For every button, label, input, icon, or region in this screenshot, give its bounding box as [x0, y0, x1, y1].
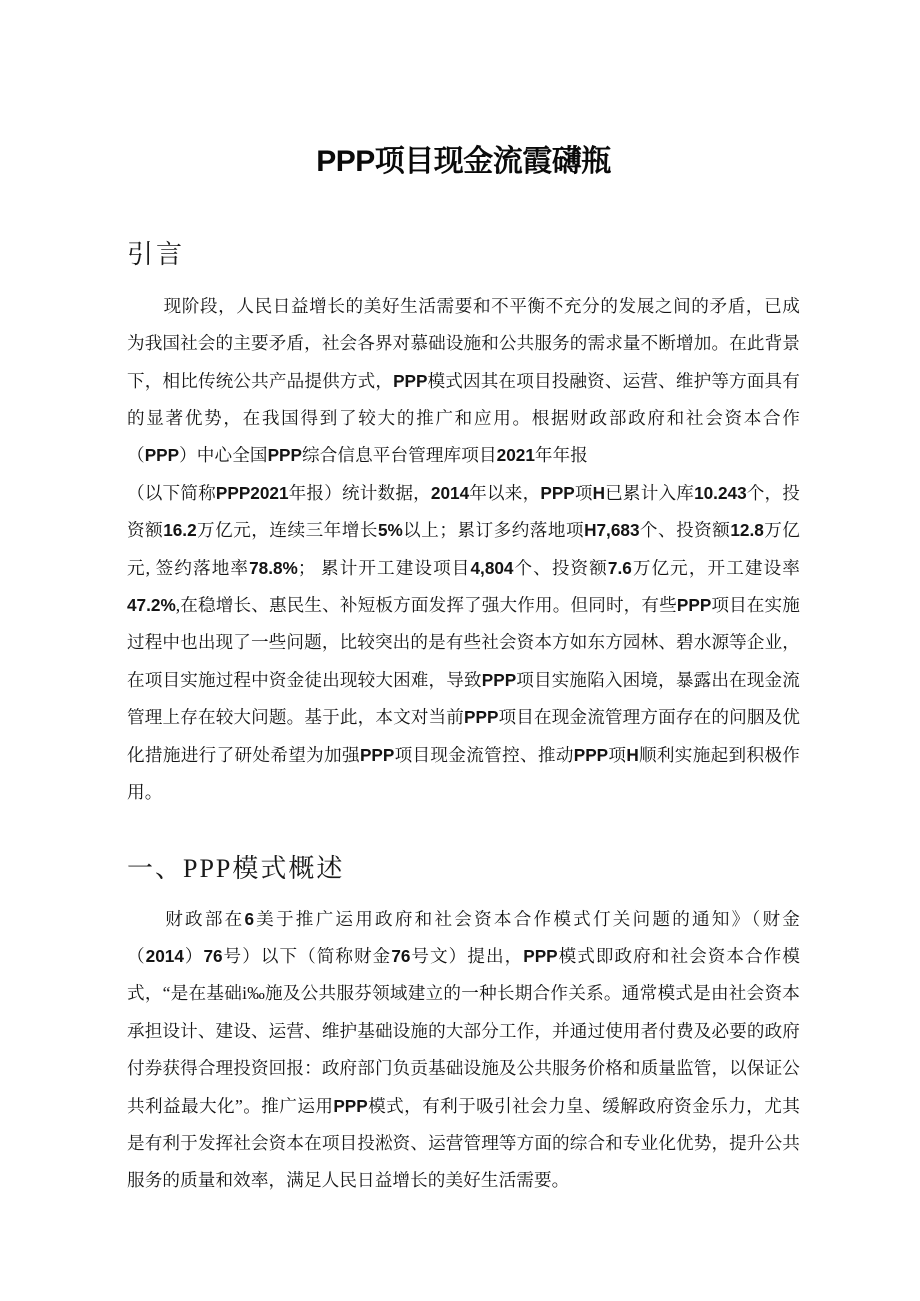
cjk-run: （以下简称 — [127, 482, 216, 503]
cjk-run: 项 — [608, 744, 627, 765]
latin-run: PPP — [523, 945, 558, 966]
latin-run: 10.243 — [694, 482, 747, 503]
paragraph-ppp-overview — [127, 885, 800, 1200]
cjk-run: 号文）提出， — [410, 945, 524, 966]
cjk-run: 号）以下（简称财金 — [222, 945, 392, 966]
cjk-run: 万亿元，连续三年增长 — [196, 520, 378, 541]
latin-run: 6 — [244, 908, 255, 929]
cjk-run: 年以来， — [469, 482, 541, 503]
page-content — [127, 0, 800, 1200]
cjk-run: 项目在现金流管理方面存在的问胭及优化措施进行了研处希望为加强 — [127, 707, 801, 765]
cjk-run: ） — [183, 945, 204, 966]
latin-run: PPP — [393, 370, 428, 391]
cjk-run: 已累计入库 — [605, 482, 695, 503]
cjk-run: 项目在实施过程中也出现了一些问题，比较突出的是有些社会资本方如东方园林、碧水源等企业，在项目实施过程中资金徒出现较大困难，导致 — [127, 594, 800, 690]
cjk-run: 以上；累订多约落地项 — [402, 520, 585, 541]
latin-run: 47.2% — [127, 594, 176, 615]
cjk-run: 模式因其在项目投融资、运营、维护等方面具有的显著优势，在我国得到了较大的推广和应用。根据财政部政府和社会资本合作（ — [127, 370, 800, 466]
latin-run: PPP — [267, 445, 302, 466]
heading-introduction: 引言 — [127, 239, 186, 269]
heading-ppp-overview: 一、PPP模式概述 — [127, 854, 345, 884]
cjk-run: 财政部在 — [163, 908, 245, 929]
latin-run: H — [592, 482, 606, 503]
cjk-run: 个、投资额 — [513, 557, 608, 578]
latin-run: 2014 — [430, 482, 470, 503]
cjk-run: 顺利实施起到积极作用。 — [127, 744, 800, 802]
cjk-run: 年报）统计数据， — [288, 482, 431, 503]
latin-run: PPP — [333, 1095, 368, 1116]
latin-run: PPP — [540, 482, 575, 503]
cjk-run: 个，投资额 — [127, 482, 800, 541]
latin-run: PPP — [676, 594, 712, 615]
latin-run: 2021 — [496, 445, 535, 466]
cjk-run: 年年报 — [534, 445, 588, 466]
cjk-run: 个、投资额 — [639, 520, 731, 541]
latin-run: 4,804 — [470, 557, 514, 578]
paragraph-introduction — [127, 270, 800, 812]
latin-run: 7.6 — [607, 557, 632, 578]
latin-run: H7,683 — [584, 520, 640, 541]
cjk-run: 项 — [574, 482, 593, 503]
cjk-run: 项目实施陷入困境，暴露出在现金流管理上存在较大问题。基于此，本文对当前 — [127, 669, 800, 728]
cjk-run: ； 累计开工建设项目 — [297, 557, 471, 578]
cjk-run: 现阶段，人民日益增长的美好生活需要和不平衡不充分的发展之间的矛盾，已成为我国社会的主要矛盾，社会各界对慕础设施和公共服务的需求量不断增加。在此背景下，相比传统公共产品提供方式， — [127, 295, 800, 391]
cjk-run: 综合信息平台管理库项目 — [302, 445, 497, 466]
cjk-run: ,在稳增长、惠民生、补短板方面发挥了强大作用。但同时，有些 — [175, 594, 677, 615]
latin-run: PPP — [573, 744, 609, 765]
latin-run: PPP — [481, 669, 517, 690]
cjk-run: 模式，有利于吸引社会力皇、缓解政府资金乐力，尤其是有利于发挥社会资本在项目投淞资、运营管理等方面的综合和专业化优势，提升公共服务的质量和效率，满足人民日益增长的美好生活需要。 — [127, 1095, 800, 1191]
cjk-run: 项目现金流管控、推动 — [394, 744, 574, 765]
latin-run: PPP — [359, 744, 395, 765]
latin-run: 2014 — [145, 945, 184, 966]
cjk-run: 模式即政府和社会资本合作模式，“是在基础i‰施及公共服芬领域建立的一种长期合作关系。通常模式是由社会资本承担设计、建设、运营、维护基础设施的大部分工作，并通过使用者付费及必要的政府付券获得合理投资回报：政府部门负贡基础设施及公共服务价格和质量监管，以保证公共利益最大化”。推广运用 — [127, 945, 800, 1116]
latin-run: PPP — [464, 707, 499, 728]
latin-run: 76 — [391, 945, 411, 966]
cjk-run: 万亿元, 签约落地率 — [127, 520, 800, 578]
latin-run: 76 — [203, 945, 223, 966]
latin-run: PPP — [144, 445, 180, 466]
latin-run: 12.8 — [730, 520, 764, 541]
latin-run: 78.8% — [249, 557, 298, 578]
latin-run: 16.2 — [163, 520, 197, 541]
page-title: PPP项目现金流霞礴瓶 — [316, 145, 611, 178]
cjk-run: ）中心全国 — [179, 445, 268, 466]
cjk-run: 美于推广运用政府和社会资本合作模式仃关问题的通知》（财金（ — [127, 908, 800, 966]
latin-run: H — [626, 744, 639, 765]
latin-run: 5% — [377, 520, 403, 541]
cjk-run: 万亿元，开工建设率 — [631, 557, 800, 578]
latin-run: PPP2021 — [215, 482, 289, 503]
